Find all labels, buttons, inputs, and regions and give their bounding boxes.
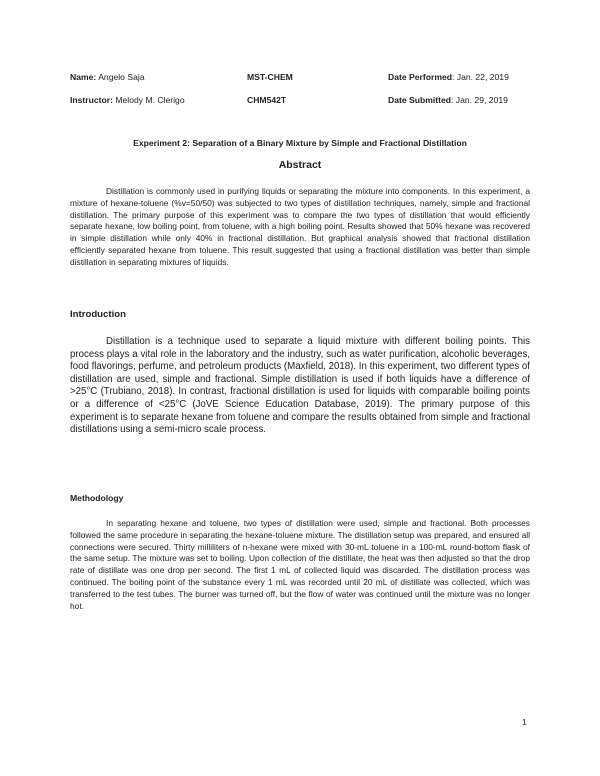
abstract-text: Distillation is commonly used in purifying liquids or separating the mixture into components. In this experiment, a mixture of hexane-toluene (%v=50/50) was subjected to two types of distillation techniques, namely, simple and fractional distillation. The primary purpose of this experiment was to compare the two types of distillation that would efficiently separate hexane, low boiling point, from toluene, with a high boiling point. Results showed that 50% hexane was recovered in simple distillation while only 40% in fractional distillation. But graphical analysis showed that fractional distillation efficiently separated hexane from toluene. This result suggested that using a fractional distillation was better than simple distillation in separating mixtures of liquids. xyxy=(70,186,530,267)
introduction-heading: Introduction xyxy=(70,309,126,320)
date-performed: Date Performed: Jan. 22, 2019 xyxy=(388,72,509,82)
course-code: CHM542T xyxy=(247,95,287,105)
date-submitted: Date Submitted: Jan. 29, 2019 xyxy=(388,95,508,105)
experiment-title: Experiment 2: Separation of a Binary Mixture by Simple and Fractional Distillation xyxy=(133,138,467,148)
methodology-text: In separating hexane and toluene, two types of distillation were used, simple and fractional. Both processes followed the same procedure in separating the hexane-toluene mixture. The distillation setup was prepared, and ensured all connections were secured. Thirty milliliters of n-hexane were mixed with 30-mL toluene in a 100-mL round-bottom flask of the same setup. The mixture was set to boiling. Upon collection of the distillate, the heat was then adjusted so that the drop rate of distillate was one drop per second. The first 1 mL of collected liquid was discarded. The distillation process was continued. The boiling point of the substance every 1 mL was recorded until 20 mL of distillate was collected, which was transferred to the test tubes. The burner was turned off, but the flow of water was continued until the mixture was no longer hot. xyxy=(70,518,530,611)
instructor-name: Instructor: Melody M. Clerigo xyxy=(70,95,185,105)
page-number: 1 xyxy=(522,717,527,727)
abstract-heading: Abstract xyxy=(278,159,322,171)
methodology-heading: Methodology xyxy=(70,493,124,503)
student-name: Name: Angelo Saja xyxy=(70,72,145,82)
course-name: MST-CHEM xyxy=(247,72,293,82)
introduction-text: Distillation is a technique used to separate a liquid mixture with different boiling points. This process plays a vital role in the laboratory and the industry, such as water purification, alcoholic beverages, food flavorings, perfume, and petroleum products (Maxfield, 2018). In this experiment, two different types of distillation are used, simple and fractional. Simple distillation is used if both liquids have a difference of >25°C (Trubiano, 2018). In contrast, fractional distillation is used for liquids with comparable boiling points or a difference of <25°C (JoVE Science Education Database, 2019). The primary purpose of this experiment is to separate hexane from toluene and compare the results obtained from simple and fractional distillations using a semi-micro scale process. xyxy=(70,336,530,436)
